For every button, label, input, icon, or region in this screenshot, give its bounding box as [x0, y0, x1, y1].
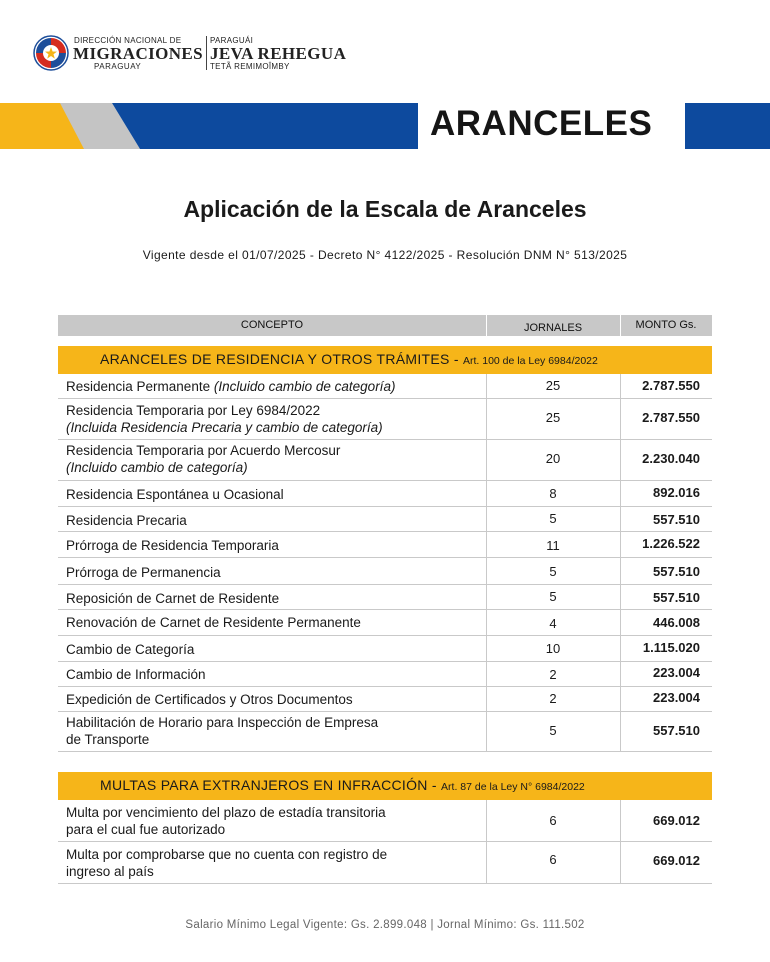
jornales-cell: 25	[545, 378, 561, 393]
monto-cell: 223.004	[653, 690, 700, 705]
jornales-cell: 5	[549, 511, 557, 526]
header-divider	[486, 315, 487, 336]
concepto-text: de Transporte	[66, 732, 150, 747]
concepto-cell: Prórroga de Permanencia	[66, 565, 221, 580]
concepto-note: (Incluida Residencia Precaria y cambio de categoría)	[66, 420, 383, 435]
section-ref: Art. 100 de la Ley 6984/2022	[462, 355, 598, 367]
column-divider	[620, 585, 621, 609]
monto-cell: 669.012	[653, 813, 700, 828]
column-divider	[486, 532, 487, 557]
table-row	[58, 532, 712, 558]
table-row	[58, 399, 712, 440]
table-row	[58, 558, 712, 585]
column-divider	[486, 507, 487, 531]
column-divider	[486, 842, 487, 883]
concepto-text: Residencia Permanente	[66, 379, 214, 394]
table-row	[58, 481, 712, 507]
concepto-text: para el cual fue autorizado	[66, 822, 226, 837]
monto-cell: 1.115.020	[642, 640, 700, 655]
column-divider	[486, 636, 487, 661]
column-divider	[620, 800, 621, 841]
concepto-cell: Expedición de Certificados y Otros Documentos	[66, 692, 353, 707]
column-divider	[486, 610, 487, 635]
concepto-cell: Reposición de Carnet de Residente	[66, 591, 280, 606]
header-monto: MONTO Gs.	[635, 319, 697, 331]
section-ref: Art. 87 de la Ley N° 6984/2022	[441, 781, 585, 793]
concepto-cell	[66, 378, 395, 395]
column-divider	[486, 585, 487, 609]
column-divider	[620, 558, 621, 584]
table-header	[58, 315, 712, 336]
jev-label-top: PARAGUÁI	[210, 36, 254, 45]
page-title: Aplicación de la Escala de Aranceles	[183, 196, 587, 222]
column-divider	[486, 712, 487, 751]
column-divider	[620, 610, 621, 635]
monto-cell: 2.787.550	[642, 410, 700, 425]
concepto-cell: Renovación de Carnet de Residente Permanente	[66, 615, 361, 630]
concepto-cell: Residencia Precaria	[66, 513, 187, 528]
monto-cell: 557.510	[653, 590, 700, 605]
column-divider	[620, 481, 621, 506]
header-divider	[620, 315, 621, 336]
section-header-residencia	[58, 346, 712, 374]
dnm-label-country: PARAGUAY	[94, 62, 142, 71]
column-divider	[620, 374, 621, 398]
column-divider	[486, 687, 487, 711]
concepto-note: (Incluido cambio de categoría)	[66, 460, 248, 475]
page-subtitle: Vigente desde el 01/07/2025 - Decreto N° 4122/2025 - Resolución DNM N° 513/2025	[142, 248, 628, 262]
monto-cell: 1.226.522	[642, 536, 700, 551]
table-row	[58, 712, 712, 752]
jev-label-sub: TETÃ REMIMOÎMBY	[210, 62, 290, 71]
concepto-note: (Incluido cambio de categoría)	[213, 379, 396, 394]
table-row	[58, 842, 712, 884]
header-jornales: JORNALES	[523, 322, 583, 334]
concepto-cell	[66, 402, 383, 436]
section-header-multas	[58, 772, 712, 800]
concepto-cell: Cambio de Categoría	[66, 642, 195, 657]
monto-cell: 2.230.040	[642, 451, 700, 466]
concepto-text: Habilitación de Horario para Inspección de Empresa	[66, 715, 379, 730]
concepto-cell: Residencia Espontánea u Ocasional	[66, 487, 284, 502]
column-divider	[620, 440, 621, 480]
section-dash: -	[449, 351, 463, 367]
footer-note: Salario Mínimo Legal Vigente: Gs. 2.899.048 | Jornal Mínimo: Gs. 111.502	[185, 919, 585, 931]
column-divider	[620, 712, 621, 751]
seal-icon	[32, 34, 70, 72]
table-row	[58, 585, 712, 610]
column-divider	[486, 399, 487, 439]
column-divider	[486, 800, 487, 841]
section-title: ARANCELES DE RESIDENCIA Y OTROS TRÁMITES	[100, 351, 450, 367]
concepto-cell	[66, 714, 378, 748]
column-divider	[620, 399, 621, 439]
header-concepto: CONCEPTO	[240, 319, 304, 331]
column-divider	[486, 374, 487, 398]
section-title: MULTAS PARA EXTRANJEROS EN INFRACCIÓN	[100, 777, 428, 793]
institution-logo	[32, 34, 352, 74]
section-dash: -	[427, 777, 442, 793]
monto-cell: 892.016	[653, 485, 700, 500]
concepto-cell	[66, 846, 387, 880]
jornales-cell: 25	[545, 410, 561, 425]
concepto-text: Residencia Temporaria por Ley 6984/2022	[66, 403, 321, 418]
column-divider	[620, 842, 621, 883]
logo-divider	[206, 36, 207, 70]
concepto-cell	[66, 442, 340, 476]
jornales-cell: 6	[549, 852, 557, 867]
table-row	[58, 800, 712, 842]
concepto-text: ingreso al país	[66, 864, 154, 879]
dnm-label-top: DIRECCIÓN NACIONAL DE	[74, 36, 182, 45]
jornales-cell: 8	[549, 486, 557, 501]
concepto-cell: Prórroga de Residencia Temporaria	[66, 538, 279, 553]
monto-cell: 557.510	[653, 564, 700, 579]
jornales-cell: 10	[545, 641, 561, 656]
column-divider	[620, 662, 621, 686]
monto-cell: 2.787.550	[642, 378, 700, 393]
table-row	[58, 662, 712, 687]
table-row	[58, 687, 712, 712]
monto-cell: 557.510	[653, 723, 700, 738]
column-divider	[620, 507, 621, 531]
monto-cell: 669.012	[653, 853, 700, 868]
column-divider	[486, 558, 487, 584]
table-row	[58, 507, 712, 532]
jev-label-main: JEVA REHEGUA	[210, 44, 347, 63]
banner-title: ARANCELES	[430, 104, 653, 143]
table-row	[58, 636, 712, 662]
table-row	[58, 374, 712, 399]
banner-stripe	[0, 103, 770, 149]
column-divider	[620, 687, 621, 711]
concepto-text: Multa por comprobarse que no cuenta con registro de	[66, 847, 388, 862]
monto-cell: 557.510	[653, 512, 700, 527]
concepto-cell	[66, 804, 386, 838]
jornales-cell: 20	[545, 451, 561, 466]
jornales-cell: 5	[549, 564, 557, 579]
jornales-cell: 2	[549, 667, 557, 682]
jornales-cell: 11	[546, 538, 560, 553]
dnm-label-main: MIGRACIONES	[73, 44, 204, 63]
table-row	[58, 440, 712, 481]
concepto-cell: Cambio de Información	[66, 667, 206, 682]
concepto-text: Residencia Temporaria por Acuerdo Mercosur	[66, 443, 341, 458]
column-divider	[486, 662, 487, 686]
table-row	[58, 610, 712, 636]
column-divider	[620, 636, 621, 661]
monto-cell: 446.008	[653, 615, 700, 630]
column-divider	[486, 440, 487, 480]
monto-cell: 223.004	[653, 665, 700, 680]
jornales-cell: 2	[549, 691, 557, 706]
jornales-cell: 4	[549, 616, 557, 631]
jornales-cell: 5	[549, 723, 557, 738]
jornales-cell: 6	[549, 813, 557, 828]
concepto-text: Multa por vencimiento del plazo de estadía transitoria	[66, 805, 386, 820]
column-divider	[620, 532, 621, 557]
jornales-cell: 5	[549, 589, 557, 604]
column-divider	[486, 481, 487, 506]
